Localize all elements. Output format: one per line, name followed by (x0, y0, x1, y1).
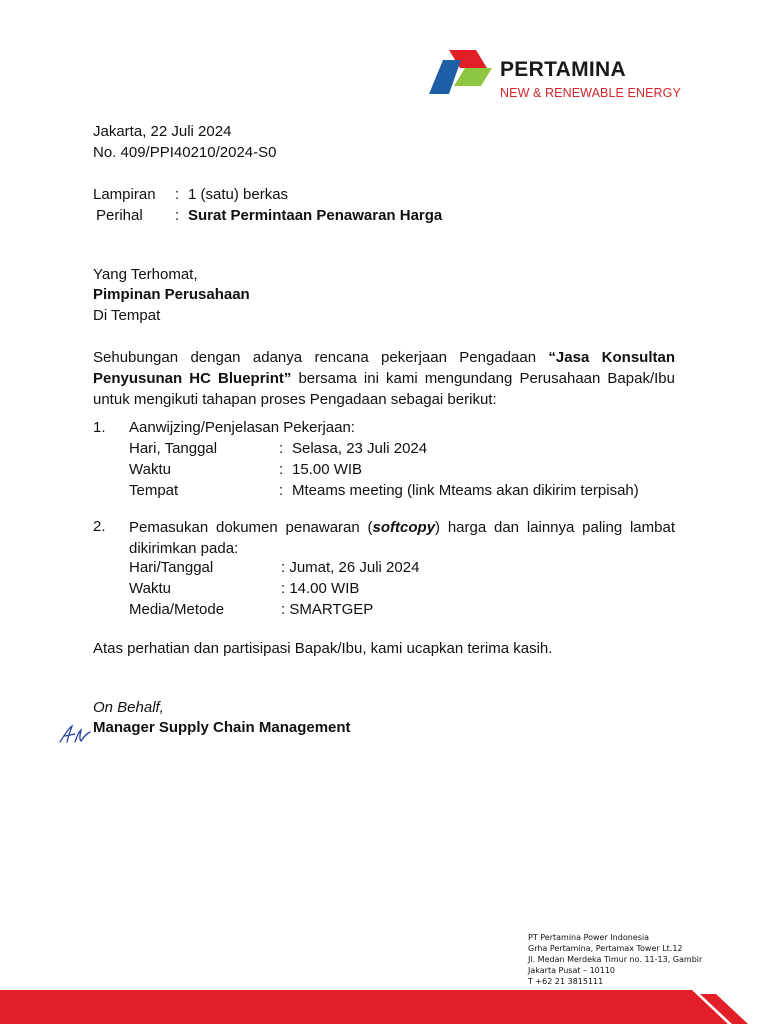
item2-row-label: Media/Metode (129, 601, 225, 618)
item2-row-value: : 14.00 WIB (281, 580, 360, 597)
on-behalf: On Behalf, (93, 699, 164, 716)
perihal-colon: : (175, 207, 180, 224)
body-paragraph (93, 347, 675, 410)
logo-name: PERTAMINA (500, 58, 626, 81)
item2-row-label: Waktu (129, 580, 171, 597)
recipient-location: Di Tempat (93, 307, 161, 324)
item1-title: Aanwijzing/Penjelasan Pekerjaan: (129, 419, 355, 436)
perihal-value: Surat Permintaan Penawaran Harga (188, 207, 443, 224)
signature-mark-icon (57, 722, 97, 746)
closing-sentence: Atas perhatian dan partisipasi Bapak/Ibu, kami ucapkan terima kasih. (93, 640, 553, 657)
footer-address-line: Grha Pertamina, Pertamax Tower Lt.12 (528, 944, 683, 953)
item1-number: 1. (93, 419, 106, 436)
item1-row-label: Tempat (129, 482, 179, 499)
body-rest: bersama ini kami mengundang Perusahaan Bapak/Ibu untuk mengikuti tahapan proses Pengadaan sebagai berikut: (93, 370, 675, 408)
letter-number: No. 409/PPI40210/2024-S0 (93, 144, 277, 161)
item1-row-colon: : (279, 482, 284, 499)
footer-company: PT Pertamina Power Indonesia (528, 933, 649, 942)
lampiran-colon: : (175, 186, 180, 203)
item2-title-c: ) harga dan lainnya paling lambat dikirimkan pada: (129, 519, 675, 557)
item1-row-value: 15.00 WIB (292, 461, 363, 478)
signatory-title: Manager Supply Chain Management (93, 719, 351, 736)
footer-address-line: Jakarta Pusat – 10110 (528, 966, 616, 975)
perihal-label: Perihal (96, 207, 143, 224)
salutation: Yang Terhomat, (93, 266, 198, 283)
item1-row-value: Selasa, 23 Juli 2024 (292, 440, 428, 457)
item1-row-label: Hari, Tanggal (129, 440, 218, 457)
item2-row-value: : SMARTGEP (281, 601, 374, 618)
item1-row-colon: : (279, 440, 284, 457)
item2-title (129, 517, 675, 559)
item2-row-value: : Jumat, 26 Juli 2024 (281, 559, 420, 576)
lampiran-value: 1 (satu) berkas (188, 186, 289, 203)
logo-subtitle: NEW & RENEWABLE ENERGY (500, 86, 681, 100)
item1-row-value: Mteams meeting (link Mteams akan dikirim terpisah) (292, 482, 639, 499)
item1-row-label: Waktu (129, 461, 171, 478)
lampiran-label: Lampiran (93, 186, 156, 203)
footer-phone: T +62 21 3815111 (528, 977, 604, 986)
item2-title-b: softcopy (372, 519, 436, 536)
body-project-name: “Jasa Konsultan Penyusunan HC Blueprint” (93, 349, 675, 387)
item2-number: 2. (93, 518, 106, 535)
footer-address-line: Jl. Medan Merdeka Timur no. 11-13, Gambir (528, 955, 703, 964)
item1-row-colon: : (279, 461, 284, 478)
body-intro: Sehubungan dengan adanya rencana pekerjaan Pengadaan (93, 349, 549, 366)
place-date: Jakarta, 22 Juli 2024 (93, 123, 232, 140)
footer-red-bar (0, 990, 768, 1024)
item2-row-label: Hari/Tanggal (129, 559, 214, 576)
item2-title-a: Pemasukan dokumen penawaran ( (129, 519, 373, 536)
recipient: Pimpinan Perusahaan (93, 286, 250, 303)
